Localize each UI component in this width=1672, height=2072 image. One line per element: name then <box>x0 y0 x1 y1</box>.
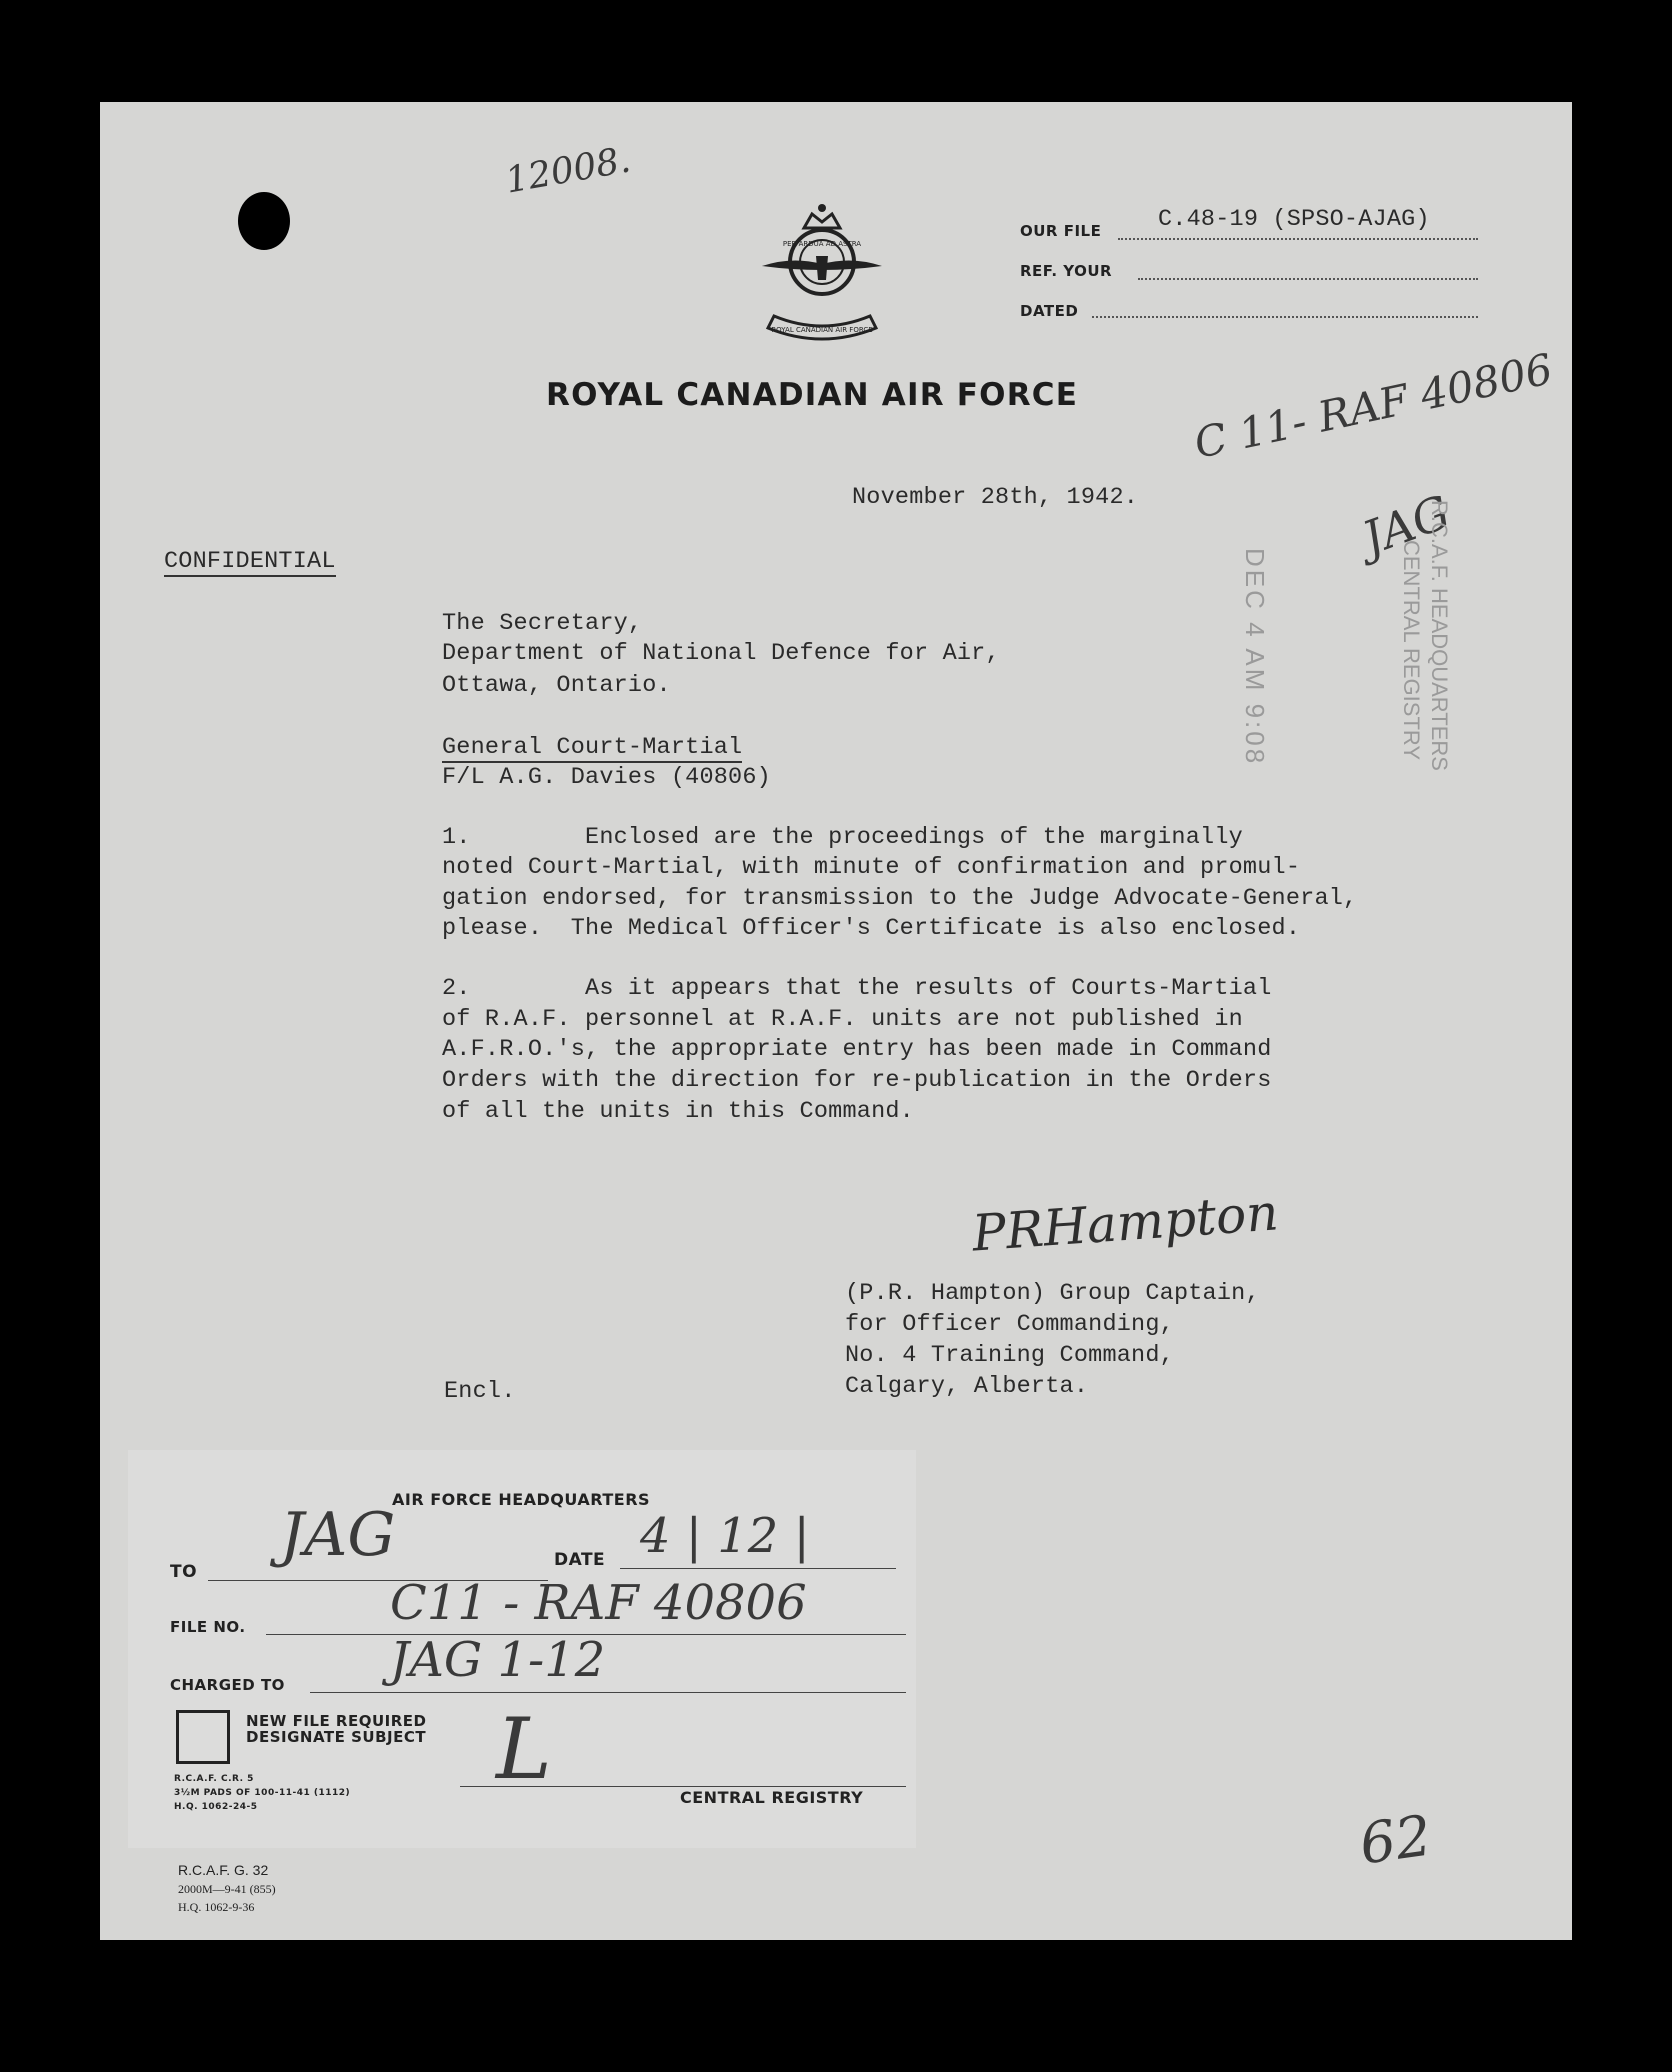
org-title: ROYAL CANADIAN AIR FORCE <box>546 377 1079 413</box>
addressee-line: Department of National Defence for Air, <box>442 640 1000 667</box>
dated-line <box>1092 316 1478 318</box>
ref-your-line <box>1138 278 1478 280</box>
stamp-text-1: R.C.A.F. HEADQUARTERS <box>1427 500 1452 771</box>
slip-charged-to-line <box>310 1692 906 1693</box>
para2-line: of R.A.F. personnel at R.A.F. units are not published in <box>442 1006 1243 1033</box>
our-file-label: OUR FILE <box>1020 222 1102 240</box>
classification: CONFIDENTIAL <box>164 548 336 575</box>
slip-form-id-line: 3½M PADS OF 100-11-41 (1112) <box>174 1788 351 1798</box>
slip-central-registry: CENTRAL REGISTRY <box>680 1788 864 1807</box>
para2-line: Orders with the direction for re-publication in the Orders <box>442 1067 1272 1094</box>
handwritten-number: 12008. <box>502 139 634 202</box>
addressee-line: The Secretary, <box>442 610 643 637</box>
punch-hole <box>238 192 290 250</box>
slip-form-id-line: R.C.A.F. C.R. 5 <box>174 1774 254 1784</box>
crest-scroll: ROYAL CANADIAN AIR FORCE <box>771 326 873 334</box>
handwritten-page-number: 62 <box>1355 1803 1436 1878</box>
para1-line: gation endorsed, for transmission to the Judge Advocate-General, <box>442 885 1358 912</box>
rcaf-crest-icon <box>752 200 892 348</box>
slip-date-label: DATE <box>554 1550 606 1570</box>
para1-line: noted Court-Martial, with minute of confirmation and promul- <box>442 854 1301 881</box>
signature: PRHampton <box>970 1183 1281 1263</box>
handwritten-initials: JAG <box>1355 484 1457 566</box>
para2-line: 2. As it appears that the results of Courts-Martial <box>442 975 1272 1002</box>
slip-title: AIR FORCE HEADQUARTERS <box>392 1490 651 1509</box>
subject-line-1: General Court-Martial <box>442 734 743 761</box>
dated-label: DATED <box>1020 302 1079 320</box>
signature-block-line: for Officer Commanding, <box>845 1311 1174 1338</box>
our-file-value: C.48-19 (SPSO-AJAG) <box>1158 206 1430 233</box>
signature-block-line: (P.R. Hampton) Group Captain, <box>845 1280 1260 1307</box>
footer-form-line: 2000M—9-41 (855) <box>178 1882 276 1896</box>
para1-line: please. The Medical Officer's Certificate is also enclosed. <box>442 915 1301 942</box>
stamp-date: DEC 4 AM 9:08 <box>1240 548 1270 767</box>
slip-date-line <box>620 1568 896 1569</box>
our-file-line <box>1118 238 1478 240</box>
addressee-line: Ottawa, Ontario. <box>442 672 671 699</box>
slip-handwritten-mark: L <box>496 1700 552 1798</box>
slip-file-no-label: FILE NO. <box>170 1618 246 1636</box>
footer-form-line: R.C.A.F. G. 32 <box>178 1862 269 1878</box>
slip-file-no-value: C11 - RAF 40806 <box>390 1575 807 1631</box>
slip-registry-line <box>460 1786 906 1787</box>
slip-form-id-line: H.Q. 1062-24-5 <box>174 1802 258 1812</box>
footer-form-line: H.Q. 1062-9-36 <box>178 1900 255 1914</box>
new-file-label-1: NEW FILE REQUIRED <box>246 1712 427 1730</box>
slip-charged-to-label: CHARGED TO <box>170 1676 285 1694</box>
slip-date-value: 4 | 12 | <box>640 1508 810 1564</box>
para2-line: A.F.R.O.'s, the appropriate entry has been made in Command <box>442 1036 1272 1063</box>
handwritten-file-ref: C 11- RAF 40806 <box>1190 344 1557 468</box>
slip-to-value: JAG <box>280 1500 396 1570</box>
new-file-checkbox[interactable] <box>176 1710 230 1764</box>
para1-line: 1. Enclosed are the proceedings of the marginally <box>442 824 1243 851</box>
new-file-label-2: DESIGNATE SUBJECT <box>246 1728 427 1746</box>
signature-block-line: No. 4 Training Command, <box>845 1342 1174 1369</box>
crest-motto: PER ARDUA AD ASTRA <box>782 240 862 248</box>
signature-block-line: Calgary, Alberta. <box>845 1373 1089 1400</box>
stamp-text-2: CENTRAL REGISTRY <box>1399 540 1424 761</box>
slip-charged-to-value: JAG 1-12 <box>390 1632 606 1688</box>
subject-line-2: F/L A.G. Davies (40806) <box>442 764 771 791</box>
enclosure-note: Encl. <box>444 1378 516 1405</box>
letter-date: November 28th, 1942. <box>852 484 1139 511</box>
ref-your-label: REF. YOUR <box>1020 262 1113 280</box>
slip-to-label: TO <box>170 1562 198 1582</box>
para2-line: of all the units in this Command. <box>442 1098 914 1125</box>
